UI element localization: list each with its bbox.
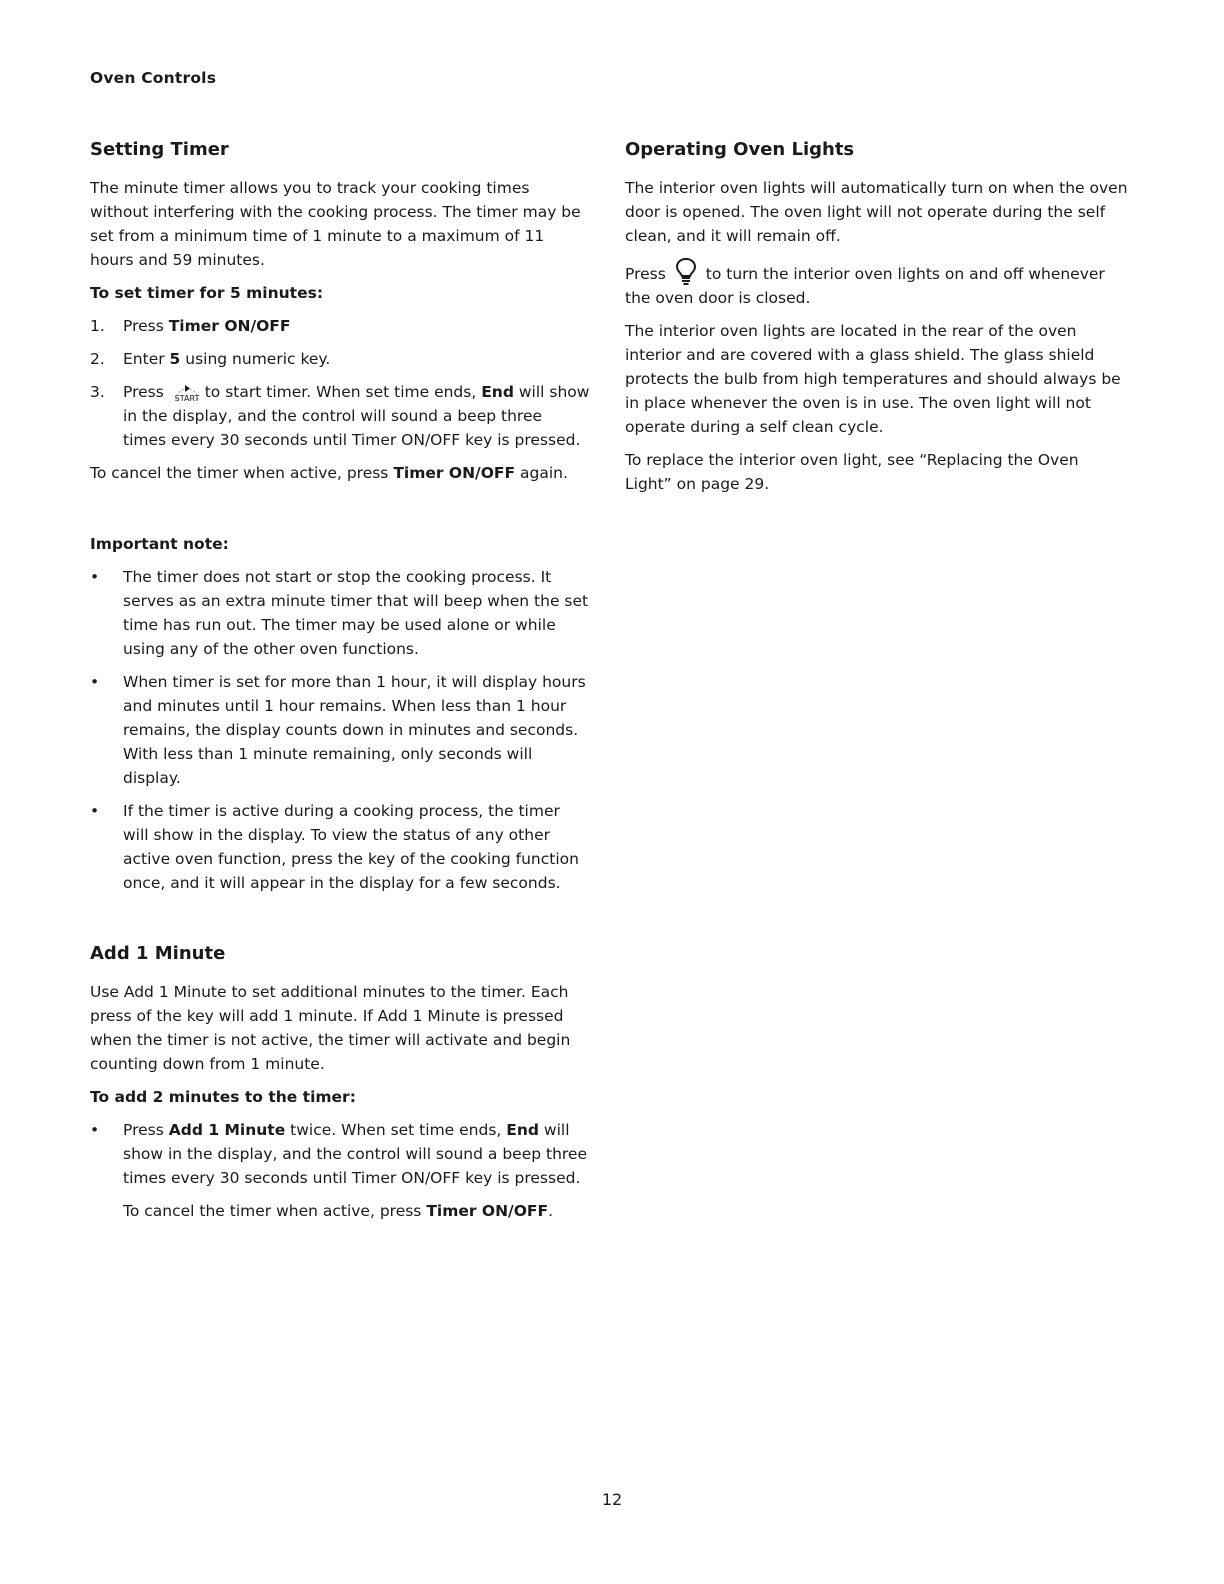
step-number: 1.	[90, 317, 105, 335]
important-note-section	[90, 532, 590, 895]
start-key-icon	[171, 380, 203, 404]
bullet-icon: •	[90, 568, 100, 586]
step-text: Enter	[123, 350, 170, 368]
step-item	[90, 380, 590, 452]
light-bulb-icon	[674, 257, 698, 285]
step-number: 3.	[90, 383, 105, 401]
setting-timer-title: Setting Timer	[90, 139, 229, 160]
list-item: • The timer does not start or stop the cooking process. It serves as an extra minute timer that will beep when the set time has run out. The timer may be used alone or while using any of the other oven functions.	[90, 565, 590, 661]
bullet-icon: •	[90, 673, 100, 691]
step-text: Press	[123, 383, 169, 401]
bullet-icon: •	[90, 802, 100, 820]
important-note-list	[90, 565, 590, 895]
svg-text:START: START	[174, 394, 200, 403]
set-timer-steps	[90, 314, 590, 452]
setting-timer-intro: The minute timer allows you to track your cooking times without interfering with the cooking process. The timer may be set from a minimum time of 1 minute to a maximum of 11 hours and 59 minutes.	[90, 179, 581, 269]
list-item: • When timer is set for more than 1 hour, it will display hours and minutes until 1 hour remains. When less than 1 hour remains, the display counts down in minutes and seconds. With less than 1 minute remaining, only seconds will display.	[90, 670, 590, 790]
list-item: • Press Add 1 Minute twice. When set time ends, End will show in the display, and the control will sound a beep three times every 30 seconds until Timer ON/OFF key is pressed.	[90, 1118, 590, 1190]
add-minute-section	[90, 942, 590, 1223]
right-column	[625, 138, 1130, 505]
section-header: Oven Controls	[90, 69, 217, 87]
step-item	[90, 314, 590, 338]
step-text: to start timer. When set time ends,	[204, 383, 482, 401]
add-minute-key-name: Add 1 Minute	[168, 1121, 286, 1139]
step-text: will show in the display, and the control will sound a beep three times every 30 seconds until Timer ON/OFF key is pressed.	[123, 383, 590, 449]
oven-lights-p3: The interior oven lights are located in the rear of the oven interior and are covered with a glass shield. The glass shield protects the bulb from high temperatures and should always be in place whenever the oven is in use. The oven light will not operate during a self clean cycle.	[625, 322, 1121, 436]
oven-lights-section	[625, 138, 1130, 496]
oven-lights-p2: Press to turn the interior oven lights on and off whenever the oven door is closed.	[625, 257, 1130, 310]
list-item: • If the timer is active during a cooking process, the timer will show in the display. To view the status of any other active oven function, press the key of the cooking function once, and it will appear in the display for a few seconds.	[90, 799, 590, 895]
add-minute-title: Add 1 Minute	[90, 943, 226, 964]
oven-lights-p4: To replace the interior oven light, see “Replacing the Oven Light” on page 29.	[625, 451, 1079, 493]
step-text: Press	[123, 317, 169, 335]
add-minute-list	[90, 1118, 590, 1190]
page-number: 12	[601, 1490, 623, 1509]
step-key-name: End	[481, 383, 514, 401]
set-timer-subheading: To set timer for 5 minutes:	[90, 284, 324, 302]
step-text: using numeric key.	[180, 350, 331, 368]
left-column	[90, 138, 590, 1232]
add-minute-intro: Use Add 1 Minute to set additional minutes to the timer. Each press of the key will add 1 minute. If Add 1 Minute is pressed when the timer is not active, the timer will activate and begin counting down from 1 minute.	[90, 983, 571, 1073]
bullet-icon: •	[90, 1121, 100, 1139]
important-note-heading: Important note:	[90, 535, 229, 553]
oven-lights-p1: The interior oven lights will automatically turn on when the oven door is opened. The oven light will not operate during the self clean, and it will remain off.	[625, 179, 1128, 245]
oven-lights-title: Operating Oven Lights	[625, 139, 855, 160]
end-display-text: End	[506, 1121, 539, 1139]
step-item	[90, 347, 590, 371]
step-number: 2.	[90, 350, 105, 368]
add-minute-cancel-text: To cancel the timer when active, press Timer ON/OFF.	[123, 1202, 554, 1220]
add-minute-subheading: To add 2 minutes to the timer:	[90, 1088, 356, 1106]
timer-key-name: Timer ON/OFF	[426, 1202, 549, 1220]
setting-timer-section	[90, 138, 590, 485]
step-key-name: Timer ON/OFF	[168, 317, 291, 335]
step-key-name: 5	[169, 350, 181, 368]
cancel-timer-text: To cancel the timer when active, press Timer ON/OFF again.	[90, 464, 568, 482]
timer-key-name: Timer ON/OFF	[393, 464, 516, 482]
